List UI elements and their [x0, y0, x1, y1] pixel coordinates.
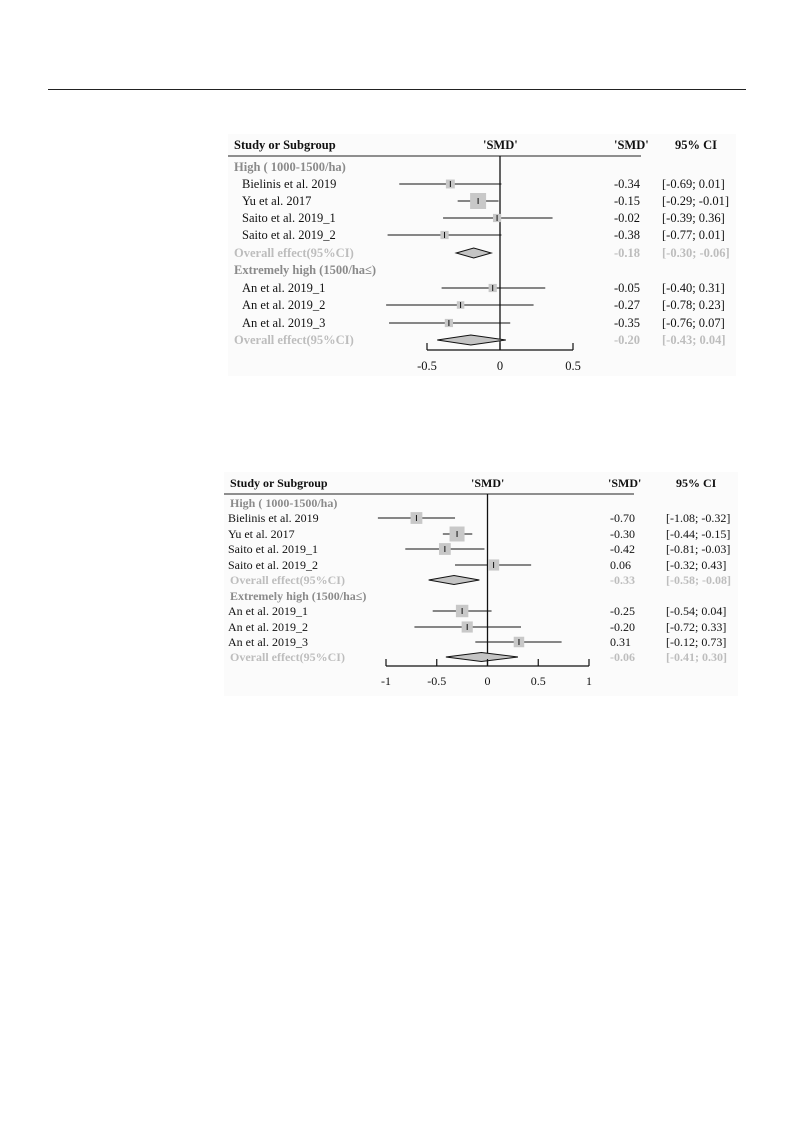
- forest-plot-panel-high-density-a: [228, 134, 736, 376]
- header-study-or-subgroup: Study or Subgroup: [230, 476, 328, 490]
- header-smd-column: 'SMD': [608, 476, 642, 490]
- study-smd-value: -0.42: [610, 542, 635, 556]
- study-label: Saito et al. 2019_1: [228, 542, 318, 556]
- study-smd-value: -0.15: [614, 194, 641, 208]
- subgroup-label: High ( 1000-1500/ha): [234, 160, 346, 174]
- x-axis-tick-label: 0.5: [565, 359, 581, 373]
- study-label: An et al. 2019_3: [228, 635, 308, 649]
- overall-effect-diamond: [456, 248, 491, 258]
- x-axis-tick-label: 0.5: [530, 674, 546, 688]
- overall-effect-label: Overall effect(95%CI): [230, 573, 345, 587]
- study-ci-value: [-0.29; -0.01]: [662, 194, 729, 208]
- study-label: Saito et al. 2019_2: [228, 558, 318, 572]
- overall-ci-value: [-0.41; 0.30]: [666, 650, 727, 664]
- overall-smd-value: -0.18: [614, 246, 641, 260]
- overall-effect-label: Overall effect(95%CI): [234, 333, 354, 347]
- header-plot-smd: 'SMD': [483, 138, 518, 152]
- study-smd-value: -0.20: [610, 620, 635, 634]
- study-smd-value: -0.27: [614, 298, 641, 312]
- overall-ci-value: [-0.58; -0.08]: [666, 573, 731, 587]
- study-ci-value: [-1.08; -0.32]: [666, 511, 731, 525]
- x-axis-tick-label: -1: [381, 674, 391, 688]
- study-label: An et al. 2019_2: [242, 298, 326, 312]
- header-ci-column: 95% CI: [675, 138, 718, 152]
- study-smd-value: -0.38: [614, 228, 641, 242]
- study-ci-value: [-0.72; 0.33]: [666, 620, 727, 634]
- study-smd-value: 0.31: [610, 635, 631, 649]
- header-ci-column: 95% CI: [676, 476, 717, 490]
- study-ci-value: [-0.69; 0.01]: [662, 177, 725, 191]
- study-smd-value: -0.34: [614, 177, 641, 191]
- overall-effect-diamond: [429, 576, 480, 585]
- study-ci-value: [-0.44; -0.15]: [666, 527, 731, 541]
- study-label: An et al. 2019_1: [242, 281, 326, 295]
- study-smd-value: -0.02: [614, 211, 641, 225]
- study-ci-value: [-0.39; 0.36]: [662, 211, 725, 225]
- study-ci-value: [-0.32; 0.43]: [666, 558, 727, 572]
- study-smd-value: -0.70: [610, 511, 635, 525]
- study-ci-value: [-0.76; 0.07]: [662, 316, 725, 330]
- study-ci-value: [-0.81; -0.03]: [666, 542, 731, 556]
- overall-smd-value: -0.33: [610, 573, 635, 587]
- study-label: Saito et al. 2019_2: [242, 228, 336, 242]
- study-label: An et al. 2019_1: [228, 604, 308, 618]
- study-smd-value: -0.35: [614, 316, 641, 330]
- overall-effect-diamond: [446, 653, 518, 662]
- study-ci-value: [-0.78; 0.23]: [662, 298, 725, 312]
- study-label: Saito et al. 2019_1: [242, 211, 336, 225]
- overall-smd-value: -0.06: [610, 650, 635, 664]
- subgroup-label: High ( 1000-1500/ha): [230, 496, 338, 510]
- header-smd-column: 'SMD': [614, 138, 649, 152]
- study-label: Yu et al. 2017: [228, 527, 295, 541]
- study-label: Bielinis et al. 2019: [242, 177, 337, 191]
- x-axis-tick-label: 0: [496, 359, 504, 373]
- subgroup-label: Extremely high (1500/ha≤): [234, 263, 377, 277]
- study-ci-value: [-0.12; 0.73]: [666, 635, 727, 649]
- subgroup-label: Extremely high (1500/ha≤): [230, 589, 367, 603]
- overall-ci-value: [-0.30; -0.06]: [662, 246, 730, 260]
- header-plot-smd: 'SMD': [471, 476, 505, 490]
- study-ci-value: [-0.54; 0.04]: [666, 604, 727, 618]
- x-axis-tick-label: -0.5: [427, 674, 447, 688]
- header-study-or-subgroup: Study or Subgroup: [234, 138, 336, 152]
- study-label: Bielinis et al. 2019: [228, 511, 319, 525]
- page-header-rule: [48, 89, 746, 90]
- forest-plot-svg-b: [224, 472, 738, 696]
- forest-plot-panel-high-density-b: [224, 472, 738, 696]
- study-label: An et al. 2019_2: [228, 620, 308, 634]
- study-smd-value: -0.25: [610, 604, 635, 618]
- overall-effect-label: Overall effect(95%CI): [234, 246, 354, 260]
- forest-plot-svg-a: [228, 134, 736, 376]
- overall-effect-label: Overall effect(95%CI): [230, 650, 345, 664]
- overall-effect-diamond: [437, 335, 506, 345]
- study-label: Yu et al. 2017: [242, 194, 312, 208]
- overall-ci-value: [-0.43; 0.04]: [662, 333, 726, 347]
- study-smd-value: -0.30: [610, 527, 635, 541]
- study-smd-value: -0.05: [614, 281, 641, 295]
- x-axis-tick-label: 1: [586, 674, 592, 688]
- x-axis-tick-label: 0: [484, 674, 491, 688]
- study-smd-value: 0.06: [610, 558, 631, 572]
- overall-smd-value: -0.20: [614, 333, 641, 347]
- study-label: An et al. 2019_3: [242, 316, 326, 330]
- study-ci-value: [-0.40; 0.31]: [662, 281, 725, 295]
- x-axis-tick-label: -0.5: [417, 359, 437, 373]
- study-ci-value: [-0.77; 0.01]: [662, 228, 725, 242]
